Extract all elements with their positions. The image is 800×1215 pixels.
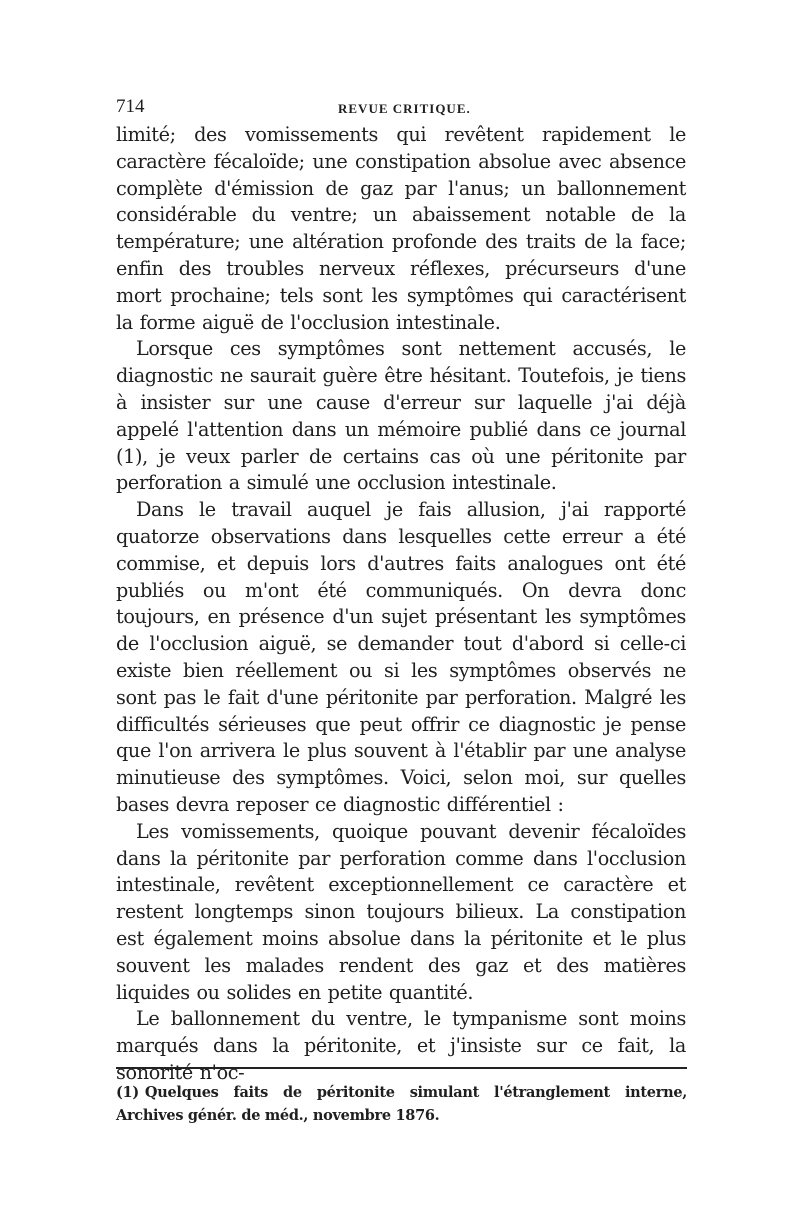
paragraph: Dans le travail auquel je fais allusion, j'ai rapporté quatorze observations dans lesquelles cette erreur a été commise, et depuis lors d'autres faits analogues ont été publiés ou m'ont été communiqués. On devra donc toujours, en présence d'un sujet présentant les symptômes de l'occlusion aiguë, se demander tout d'abord si celle-ci existe bien réellement ou si les symptômes observés ne sont pas le fait d'une péritonite par perforation. Malgré les difficultés sérieuses que peut offrir ce diagnostic je pense que l'on arrivera le plus souvent à l'établir par une analyse minutieuse des symptômes. Voici, selon moi, sur quelles bases devra reposer ce diagnostic différentiel :	[116, 498, 686, 816]
page	[116, 96, 686, 1087]
running-head: REVUE CRITIQUE.	[338, 101, 471, 116]
page-number: 714	[116, 96, 145, 117]
footnote	[116, 1081, 687, 1127]
paragraph: Lorsque ces symptômes sont nettement accusés, le diagnostic ne saurait guère être hésitant. Toutefois, je tiens à insister sur une cause d'erreur sur laquelle j'ai déjà appelé l'attention dans un mémoire publié dans ce journal (1), je veux parler de certains cas où une péritonite par perforation a simulé une occlusion intestinale.	[116, 337, 686, 495]
footnote-marker: (1)	[116, 1084, 139, 1101]
paragraph: Les vomissements, quoique pouvant devenir fécaloïdes dans la péritonite par perforation comme dans l'occlusion intestinale, revêtent exceptionnellement ce caractère et restent longtemps sinon toujours bilieux. La constipation est également moins absolue dans la péritonite et le plus souvent les malades rendent des gaz et des matières liquides ou solides en petite quantité.	[116, 819, 686, 1004]
paragraph: limité; des vomissements qui revêtent rapidement le caractère fécaloïde; une constipation absolue avec absence complète d'émission de gaz par l'anus; un ballonnement considérable du ventre; un abaissement notable de la température; une altération profonde des traits de la face; enfin des troubles nerveux réflexes, précurseurs d'une mort prochaine; tels sont les symptômes qui caractérisent la forme aiguë de l'occlusion intestinale.	[116, 123, 686, 334]
page-header	[116, 96, 686, 122]
body-text	[116, 122, 686, 1087]
paragraph: Le ballonnement du ventre, le tympanisme sont moins marqués dans la péritonite, et j'insiste sur ce fait, la sonorité n'oc-	[116, 1007, 686, 1084]
footnote-rule	[116, 1067, 687, 1069]
footnote-text: Quelques faits de péritonite simulant l'étranglement interne, Archives génér. de méd., novembre 1876.	[116, 1084, 687, 1124]
